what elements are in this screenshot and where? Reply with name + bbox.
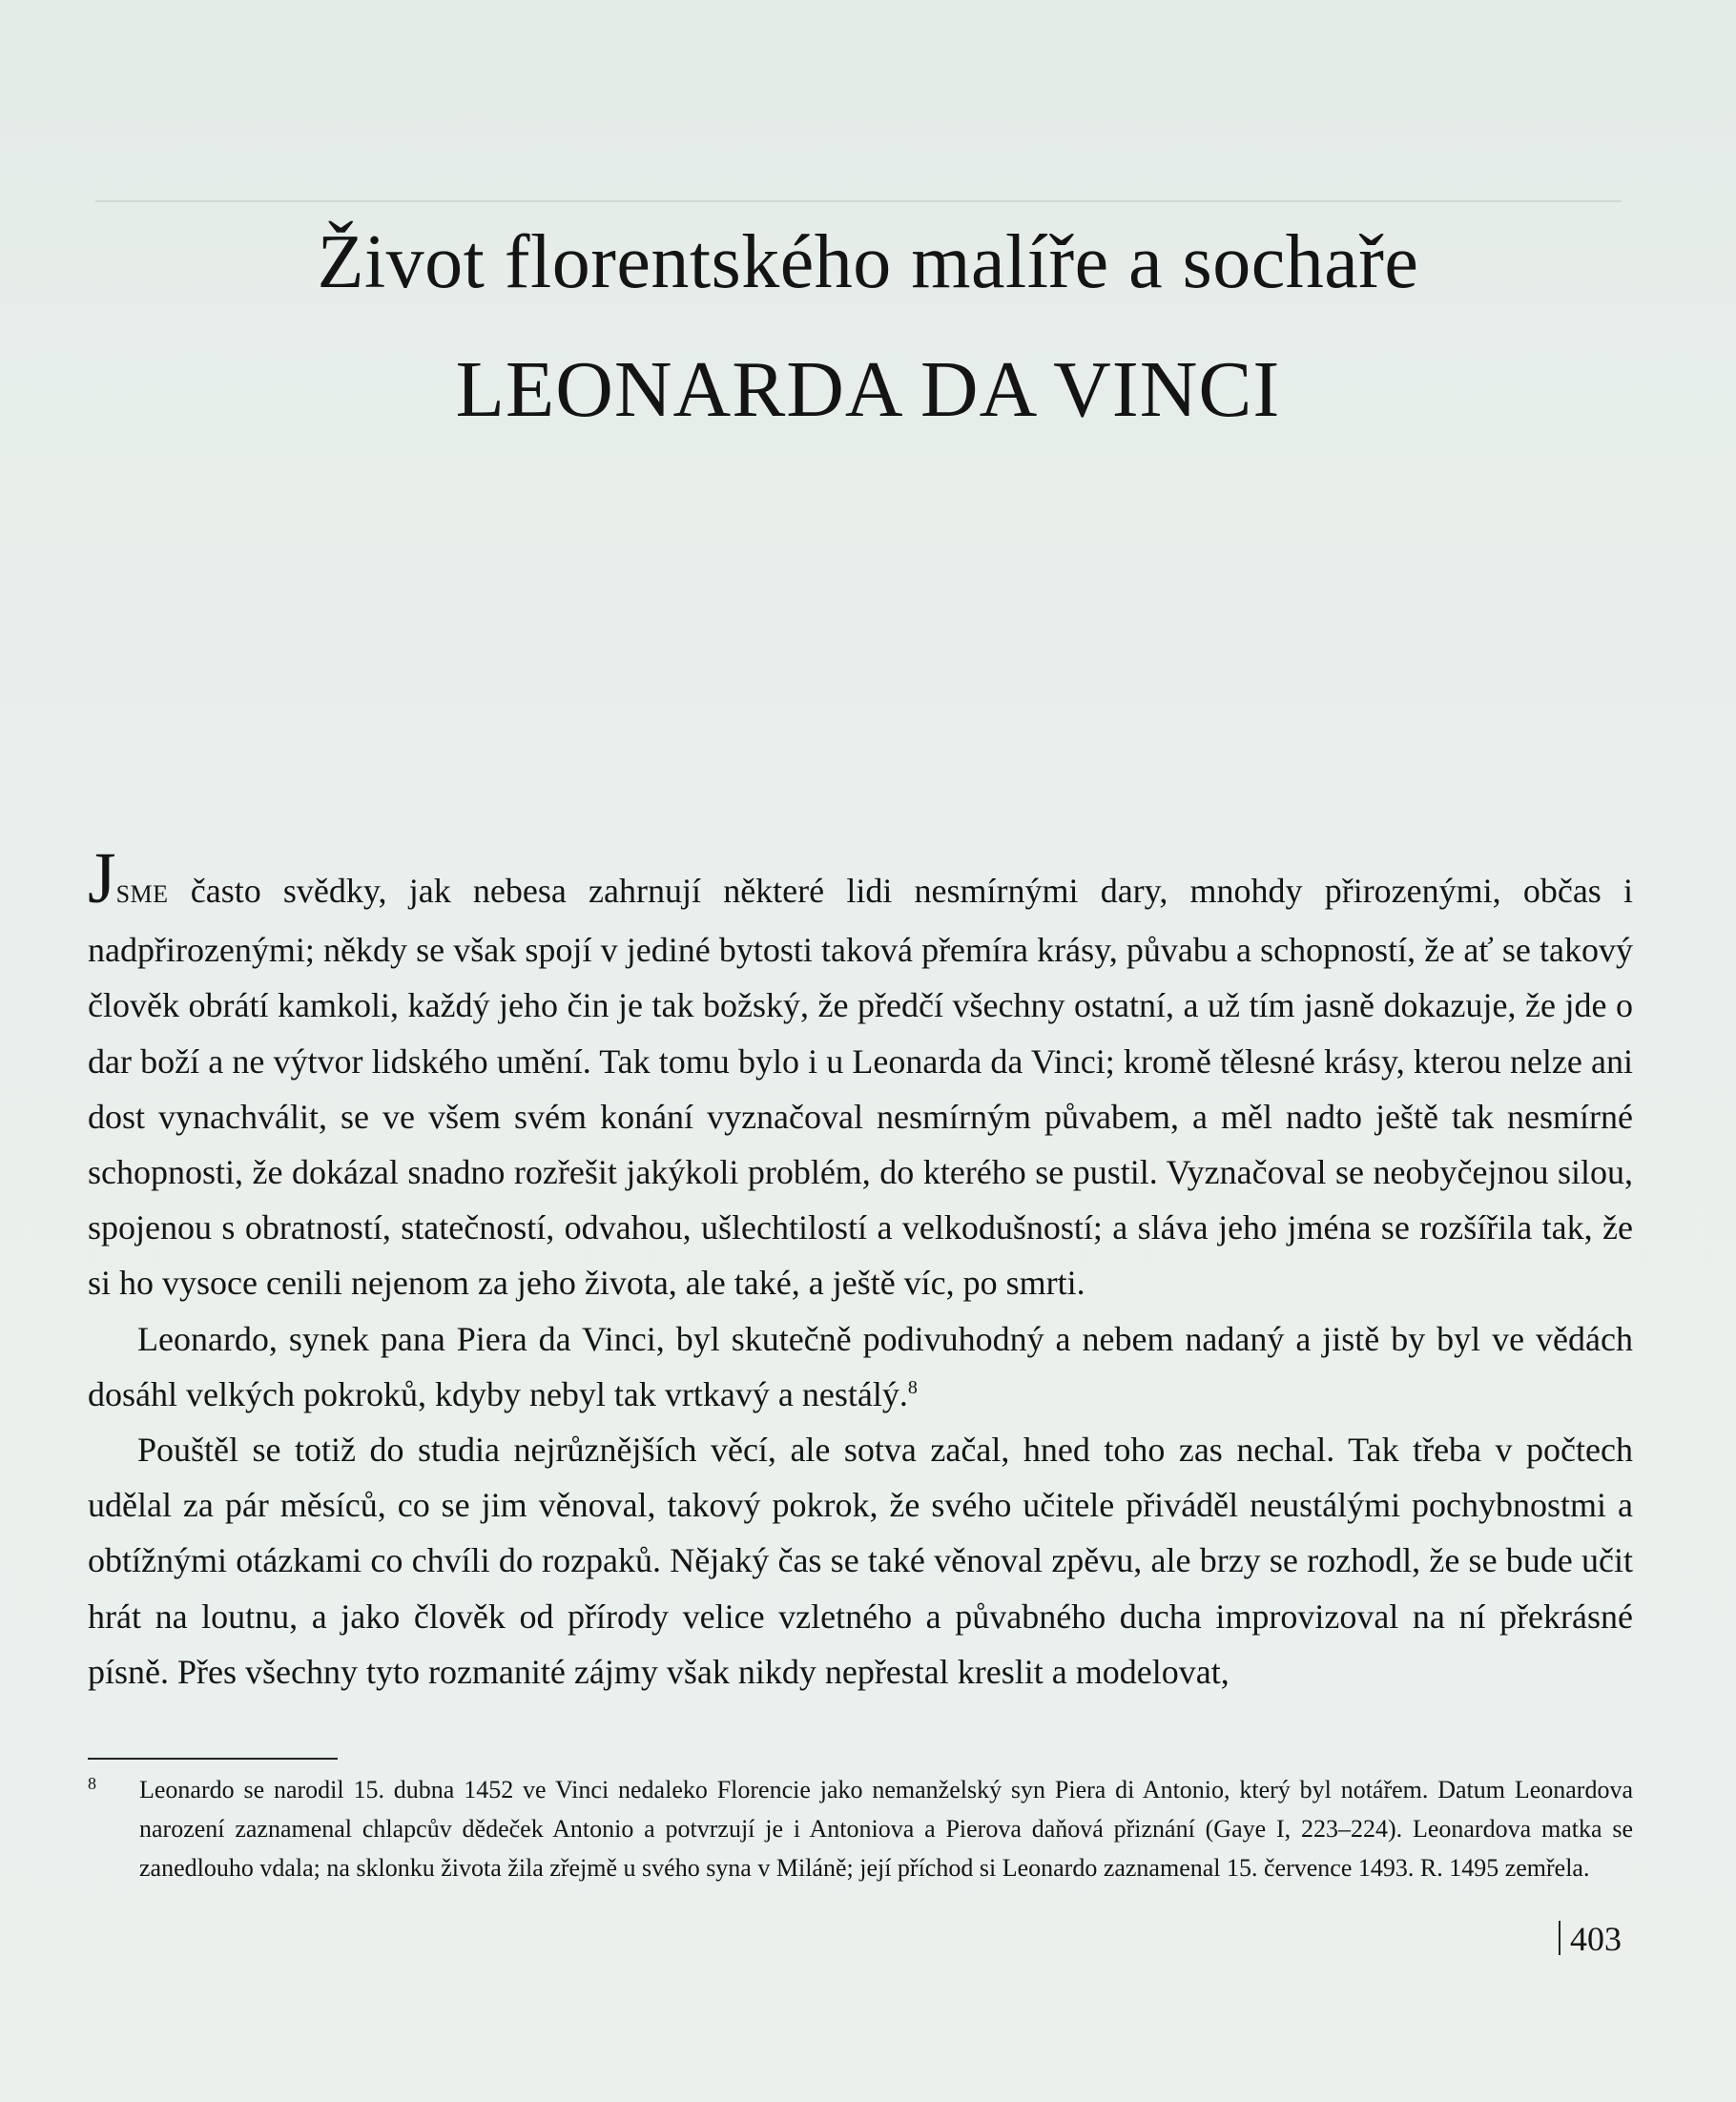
footnote-divider — [88, 1758, 338, 1760]
footnote-number: 8 — [88, 1774, 96, 1793]
footnote-reference[interactable]: 8 — [907, 1376, 918, 1398]
paragraph-3-text: Pouštěl se totiž do studia nejrůznějších věcí, ale sotva začal, hned toho zas nechal. Tak třeba v počtech udělal za pár měsíců, co se jim věnoval, takový pokrok, že svého učitele přiváděl neustálými pochybnostmi a obtížnými otázkami co chvíli do rozpaků. Nějaký čas se také věnoval zpěvu, ale brzy se rozhodl, že se bude učit hrát na loutnu, a jako člověk od přírody velice vzletného a půvabného ducha improvizoval na ní překrásné písně. Přes všechny tyto rozmanité zájmy však nikdy nepřestal kreslit a modelovat, — [88, 1431, 1633, 1691]
chapter-subtitle: LEONARDA DA VINCI — [455, 345, 1281, 434]
footnote-text: Leonardo se narodil 15. dubna 1452 ve Vinci nedaleko Florencie jako nemanželský syn Piera di Antonio, který byl notářem. Datum Leonardova narození zaznamenal chlapcův dědeček Antonio a potvrzují je i Antoniova a Pierova daňová přiznání (Gaye I, 223–224). Leonardova matka se zanedlouho vdala; na sklonku života žila zřejmě u svého syna v Miláně; její příchod si Leonardo zaznamenal 15. července 1493. R. 1495 zemřela. — [139, 1776, 1633, 1882]
paragraph-3 — [88, 1422, 1633, 1700]
page-number-value: 403 — [1570, 1920, 1622, 1958]
page-number-bar — [1559, 1921, 1560, 1955]
small-caps-lead: SME — [115, 880, 169, 908]
bleed-through-header-rule — [95, 153, 1622, 202]
footnote — [88, 1770, 1633, 1887]
body-text — [88, 838, 1633, 1700]
chapter-title: Život florentského malíře a sochaře — [317, 220, 1419, 304]
paragraph-2 — [88, 1311, 1633, 1422]
paragraph-1 — [88, 838, 1633, 1311]
paragraph-2-text: Leonardo, synek pana Piera da Vinci, byl skutečně podivuhodný a nebem nadaný a jistě by byl ve vědách dosáhl velkých pokroků, kdyby nebyl tak vrtkavý a nestálý. — [88, 1319, 1633, 1413]
page-number — [1559, 1919, 1622, 1959]
drop-cap: J — [88, 838, 116, 918]
paragraph-1-text: často svědky, jak nebesa zahrnují některé lidi nesmírnými dary, mnohdy přirozenými, občas i nadpřirozenými; někdy se však spojí v jediné bytosti taková přemíra krásy, půvabu a schopností, že ať se takový člověk obrátí kamkoli, každý jeho čin je tak božský, že předčí všechny ostatní, a už tím jasně dokazuje, že jde o dar boží a ne výtvor lidského umění. Tak tomu bylo i u Leonarda da Vinci; kromě tělesné krásy, kterou nelze ani dost vynachválit, se ve všem svém konání vyznačoval nesmírným půvabem, a měl nadto ještě tak nesmírné schopnosti, že dokázal snadno rozřešit jakýkoli problém, do kterého se pustil. Vyznačoval se neobyčejnou silou, spojenou s obratností, statečností, odvahou, ušlechtilostí a velkodušností; a sláva jeho jména se rozšířila tak, že si ho vysoce cenili nejenom za jeho života, ale také, a ještě víc, po smrti. — [88, 872, 1633, 1303]
